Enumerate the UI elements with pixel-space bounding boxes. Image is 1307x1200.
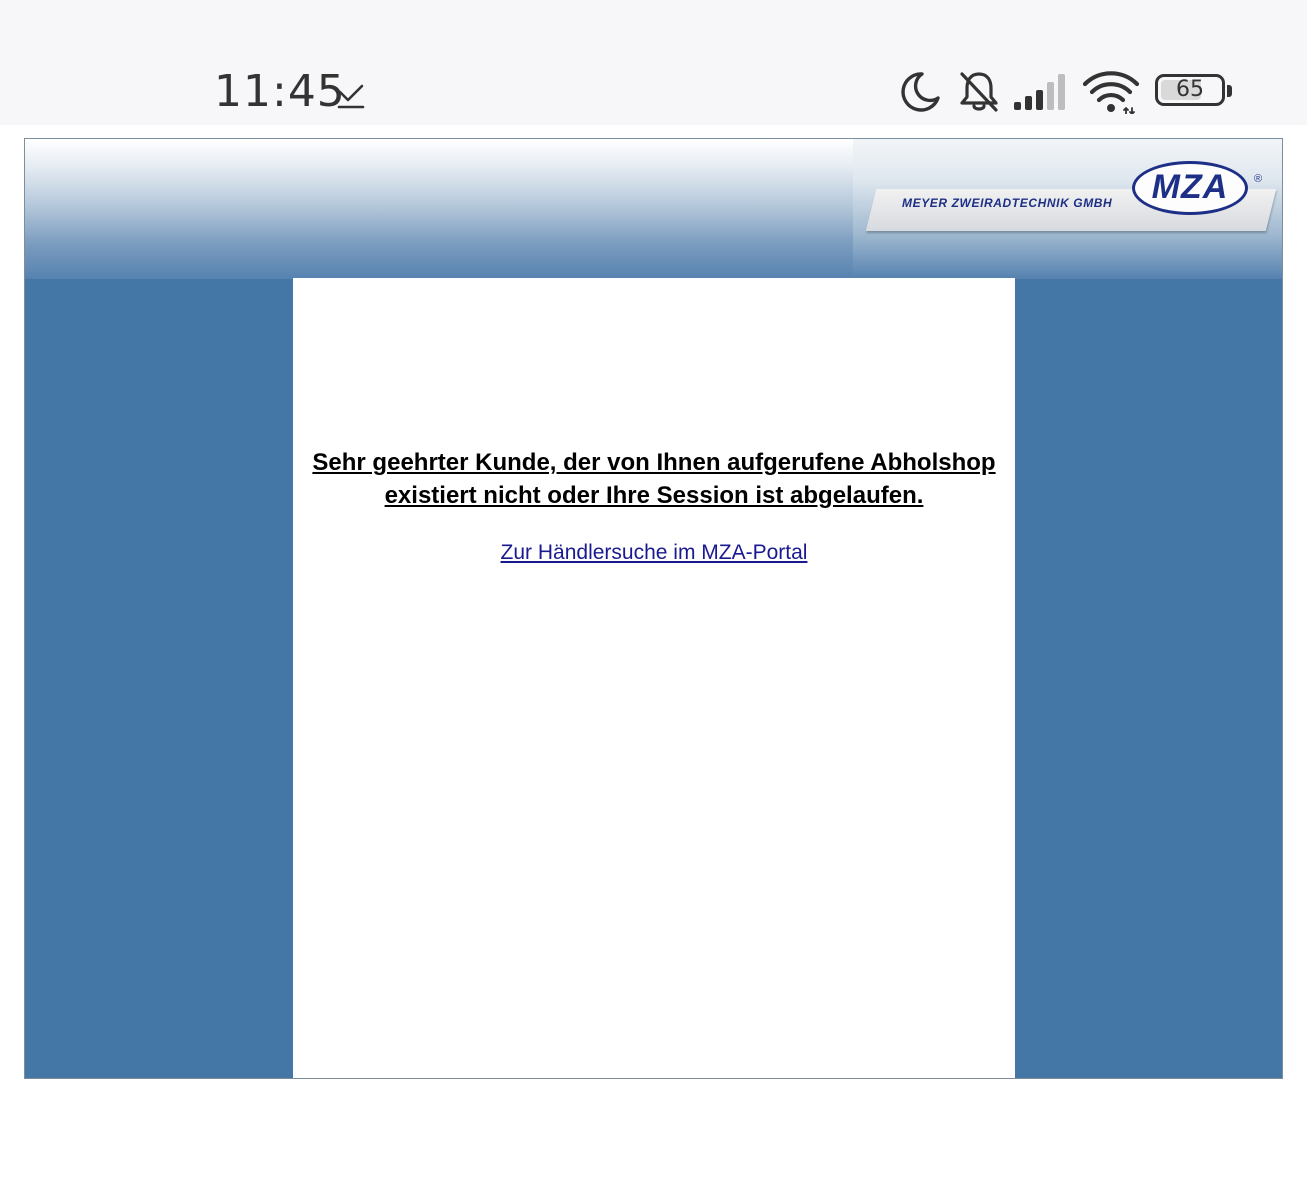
brand-tagline: MEYER ZWEIRADTECHNIK GMBH [902,196,1113,210]
moon-icon [898,70,942,114]
bell-off-icon [956,68,1002,114]
battery-nub [1227,85,1232,97]
battery-icon [1155,74,1225,106]
dealer-search-link[interactable]: Zur Händlersuche im MZA-Portal [500,541,808,564]
content-panel [293,278,1015,1079]
check-icon [336,80,366,110]
brand-logo [1132,161,1248,215]
webpage-frame [24,138,1283,1079]
registered-mark: ® [1254,173,1263,185]
signal-icon [1012,72,1072,112]
brand-mark: MZA [1151,168,1229,206]
status-time: 11:45 [214,66,346,117]
error-message: Sehr geehrter Kunde, der von Ihnen aufgerufene Abholshop existiert nicht oder Ihre Session ist abgelaufen. [312,449,996,509]
wifi-icon [1082,70,1140,114]
status-bar [0,0,1307,125]
battery-level: 65 [1176,77,1204,102]
